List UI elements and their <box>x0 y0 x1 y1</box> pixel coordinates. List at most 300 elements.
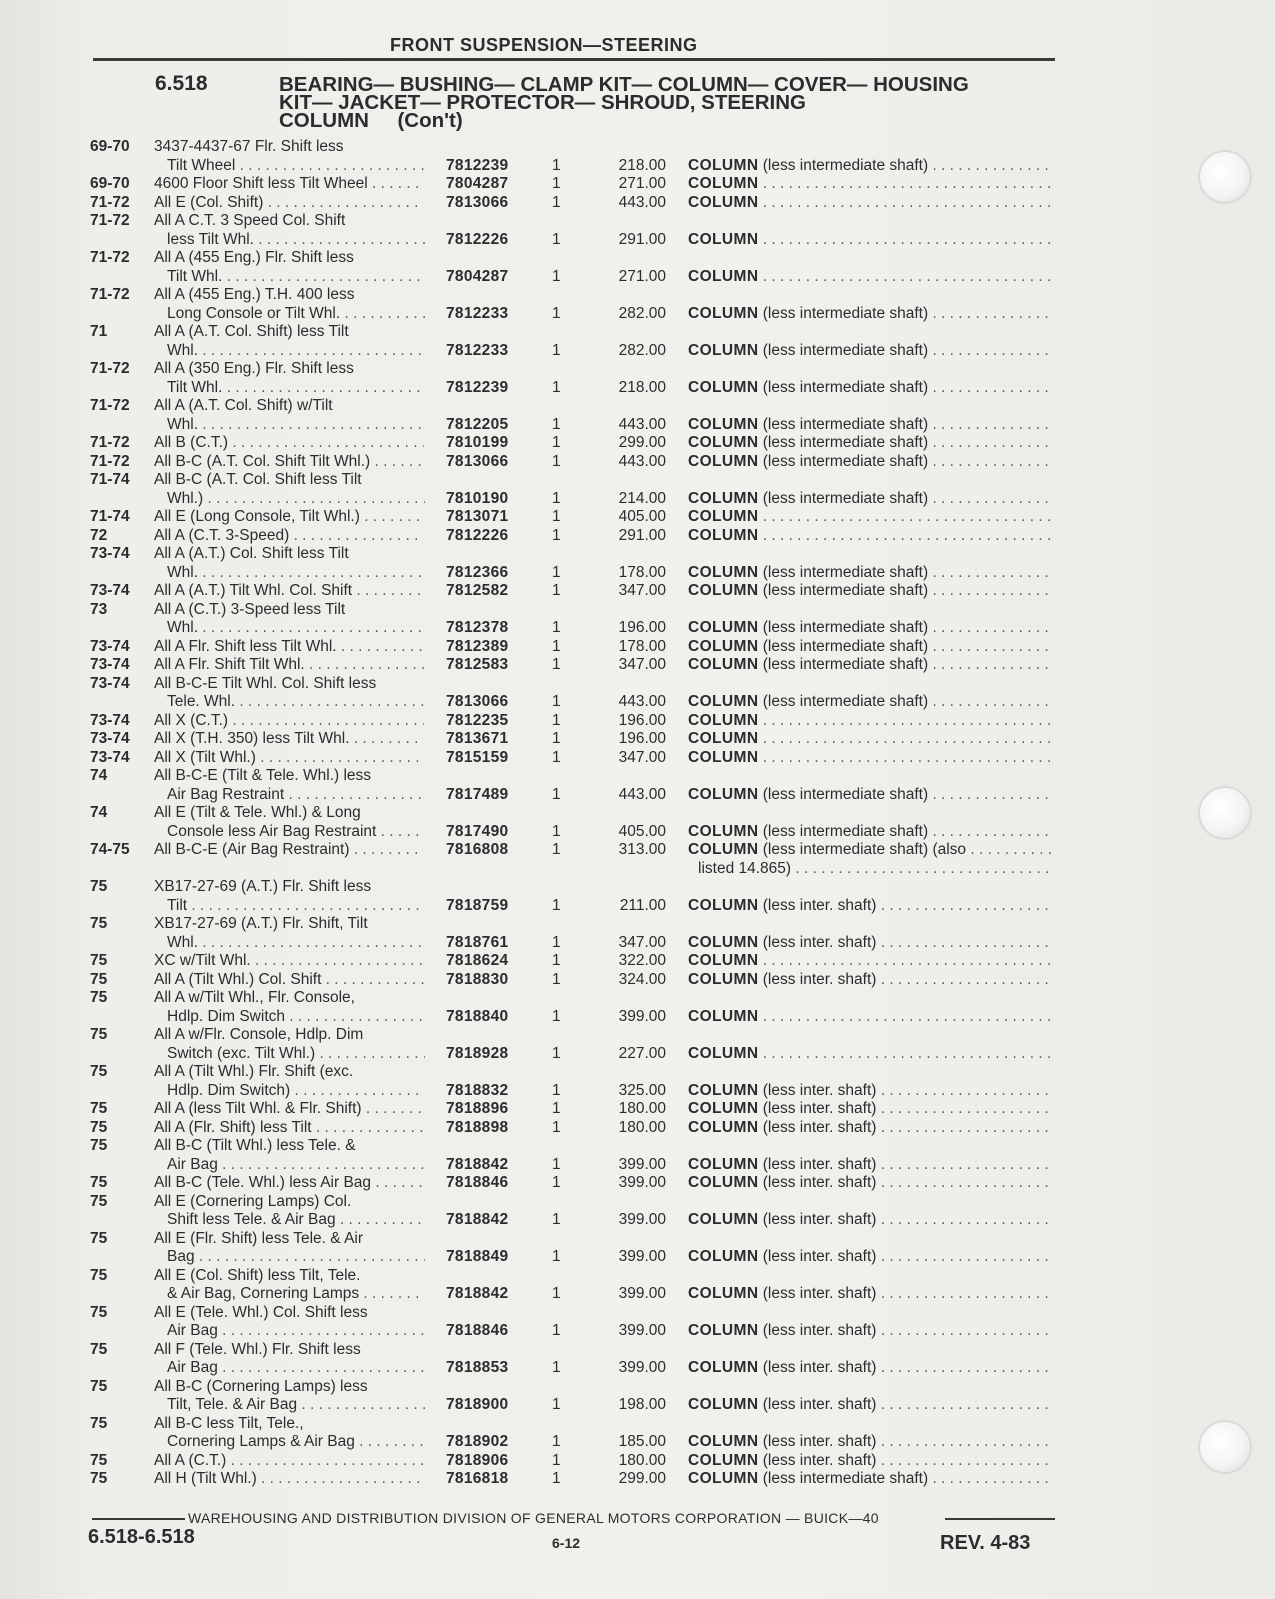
list-item <box>0 175 1275 194</box>
application: Air Bag . . . <box>167 1359 425 1378</box>
description <box>688 1248 1053 1267</box>
list-price: 399.00 <box>618 1155 666 1173</box>
model-years: 75 <box>90 878 108 895</box>
description-detail: (less inter. shaft) <box>762 1248 877 1265</box>
quantity: 1 <box>552 489 561 507</box>
part-number: 7812205 <box>446 415 509 433</box>
application: 4600 Floor Shift less Tilt Wheel . . . <box>154 175 424 194</box>
application: All A (C.T.) 3-Speed less Tilt <box>154 600 346 618</box>
list-price: 313.00 <box>618 841 666 858</box>
application: Tilt, Tele. & Air Bag . . . <box>167 1396 425 1415</box>
application: Whl.) . . . <box>167 490 425 509</box>
description-keyword: COLUMN <box>688 711 759 729</box>
list-item <box>0 453 1275 472</box>
description-keyword: COLUMN <box>688 434 759 451</box>
application: Whl. . . . <box>167 342 425 361</box>
list-item <box>0 860 1275 879</box>
quantity: 1 <box>552 1359 561 1376</box>
quantity: 1 <box>552 582 561 599</box>
quantity: 1 <box>552 1007 561 1025</box>
list-price: 299.00 <box>618 1470 666 1487</box>
quantity: 1 <box>552 841 561 858</box>
model-years: 73-74 <box>90 748 130 766</box>
list-item <box>0 471 1275 490</box>
quantity: 1 <box>552 434 561 451</box>
list-item <box>0 1137 1275 1156</box>
model-years: 75 <box>90 989 108 1006</box>
model-years: 71-72 <box>90 434 130 451</box>
description-keyword: COLUMN <box>688 1044 759 1062</box>
list-item <box>0 416 1275 435</box>
description <box>698 860 1053 879</box>
description-detail: (less inter. shaft) <box>762 1322 877 1339</box>
part-number: 7810199 <box>446 434 509 451</box>
model-years: 75 <box>90 1303 108 1321</box>
model-years: 71-72 <box>90 193 130 211</box>
description-keyword: COLUMN <box>688 1433 759 1450</box>
section-title-line: KIT— JACKET— PROTECTOR— SHROUD, STEERING <box>279 91 806 114</box>
list-price: 196.00 <box>618 619 666 636</box>
description <box>688 1174 1053 1193</box>
model-years: 75 <box>90 970 108 988</box>
description <box>688 638 1053 657</box>
list-item <box>0 989 1275 1008</box>
list-price: 180.00 <box>618 1118 666 1136</box>
application: All A (C.T.) . . . <box>154 1452 424 1471</box>
description-keyword: COLUMN <box>688 1100 759 1117</box>
list-item <box>0 1378 1275 1397</box>
application: All A (A.T.) Col. Shift less Tilt <box>154 545 349 562</box>
description-detail: (less intermediate shaft) <box>762 563 929 581</box>
model-years: 74 <box>90 767 108 784</box>
list-item <box>0 1211 1275 1230</box>
description-keyword: COLUMN <box>688 526 759 544</box>
application: All A (C.T. 3-Speed) . . . <box>154 527 424 546</box>
list-price: 325.00 <box>618 1081 666 1099</box>
list-price: 322.00 <box>618 952 666 969</box>
application: Air Bag . . . <box>167 1322 425 1341</box>
description <box>688 564 1053 583</box>
list-item <box>0 675 1275 694</box>
quantity: 1 <box>552 175 561 192</box>
application: XB17-27-69 (A.T.) Flr. Shift, Tilt <box>154 915 368 932</box>
list-item <box>0 1359 1275 1378</box>
list-item <box>0 693 1275 712</box>
quantity: 1 <box>552 1433 561 1450</box>
list-item <box>0 897 1275 916</box>
list-price: 282.00 <box>618 304 666 322</box>
part-number: 7818842 <box>446 1211 509 1228</box>
list-item <box>0 397 1275 416</box>
description-detail: (less intermediate shaft) <box>762 489 929 507</box>
list-item <box>0 527 1275 546</box>
application: All A (A.T. Col. Shift) less Tilt <box>154 323 349 340</box>
section-title-line-text: COLUMN <box>279 109 369 132</box>
description-detail: (less inter. shaft) <box>762 1359 877 1376</box>
list-price: 180.00 <box>618 1451 666 1469</box>
application: All X (T.H. 350) less Tilt Whl. . . . <box>154 730 424 749</box>
model-years: 72 <box>90 526 108 544</box>
header-rule <box>93 58 1055 61</box>
running-header: FRONT SUSPENSION—STEERING <box>390 35 698 55</box>
quantity: 1 <box>552 896 561 914</box>
list-price: 347.00 <box>618 656 666 673</box>
application: All A (455 Eng.) Flr. Shift less <box>154 249 354 266</box>
description <box>688 1396 1053 1415</box>
part-number: 7804287 <box>446 175 509 192</box>
application: Whl. . . . <box>167 619 425 638</box>
section-title-line <box>279 109 1079 132</box>
application: All B-C-E (Tilt & Tele. Whl.) less <box>154 767 372 784</box>
application: Air Bag Restraint . . . <box>167 786 425 805</box>
description <box>688 712 1053 731</box>
description <box>688 379 1053 398</box>
part-number: 7812226 <box>446 230 509 248</box>
description-keyword: COLUMN <box>688 1470 759 1487</box>
quantity: 1 <box>552 267 561 285</box>
model-years: 71-72 <box>90 397 130 414</box>
description-keyword: COLUMN <box>688 1248 759 1265</box>
list-price: 405.00 <box>618 822 666 840</box>
description <box>688 619 1053 638</box>
application: Tele. Whl. . . . <box>167 693 425 712</box>
description-keyword: COLUMN <box>688 748 759 766</box>
list-item <box>0 194 1275 213</box>
model-years: 71-72 <box>90 212 130 229</box>
list-item <box>0 1322 1275 1341</box>
description <box>688 268 1053 287</box>
model-years: 73-74 <box>90 637 130 655</box>
description <box>688 157 1053 176</box>
description <box>688 934 1053 953</box>
part-number: 7818900 <box>446 1396 509 1413</box>
list-item <box>0 841 1275 860</box>
application: Switch (exc. Tilt Whl.) . . . <box>167 1045 425 1064</box>
description-detail: (less intermediate shaft) <box>762 1470 929 1487</box>
model-years: 75 <box>90 1063 108 1080</box>
description-detail: (less intermediate shaft) <box>762 415 929 433</box>
quantity: 1 <box>552 1044 561 1062</box>
application: Tilt Whl. . . . <box>167 268 425 287</box>
model-years: 75 <box>90 1266 108 1284</box>
description-keyword: COLUMN <box>688 1007 759 1025</box>
list-item <box>0 1193 1275 1212</box>
quantity: 1 <box>552 415 561 433</box>
part-number: 7818842 <box>446 1155 509 1173</box>
list-price: 324.00 <box>618 970 666 988</box>
list-item <box>0 1100 1275 1119</box>
description-keyword: COLUMN <box>688 841 759 858</box>
list-item <box>0 564 1275 583</box>
part-number: 7818846 <box>446 1174 509 1191</box>
description-detail: (less intermediate shaft) (also <box>762 841 967 858</box>
application: All A Flr. Shift Tilt Whl. . . . <box>154 656 424 675</box>
model-years: 69-70 <box>90 138 130 155</box>
model-years: 75 <box>90 1026 108 1043</box>
application: All A (Flr. Shift) less Tilt . . . <box>154 1119 424 1138</box>
description-detail: (less inter. shaft) <box>762 1118 877 1136</box>
part-number: 7812239 <box>446 156 509 174</box>
application: All A (A.T. Col. Shift) w/Tilt <box>154 397 333 414</box>
application: Tilt . . . <box>167 897 425 916</box>
list-item <box>0 508 1275 527</box>
footer-rule-right <box>945 1518 1055 1520</box>
description-detail: (less inter. shaft) <box>762 1081 877 1099</box>
application: All E (Col. Shift) less Tilt, Tele. <box>154 1266 361 1284</box>
list-price: 443.00 <box>618 452 666 470</box>
part-number: 7812366 <box>446 563 509 581</box>
description-detail: (less inter. shaft) <box>762 1155 877 1173</box>
list-item <box>0 1045 1275 1064</box>
description-detail: (less inter. shaft) <box>762 1211 877 1228</box>
section-title <box>279 73 1079 132</box>
list-item <box>0 1304 1275 1323</box>
part-number: 7815159 <box>446 748 509 766</box>
description-detail: (less intermediate shaft) <box>762 378 929 396</box>
description-detail: (less inter. shaft) <box>762 1100 877 1117</box>
description-detail: (less intermediate shaft) <box>762 637 929 655</box>
list-price: 347.00 <box>618 582 666 599</box>
list-item <box>0 249 1275 268</box>
quantity: 1 <box>552 304 561 322</box>
description-keyword: COLUMN <box>688 785 759 803</box>
list-price: 405.00 <box>618 508 666 525</box>
list-item <box>0 1452 1275 1471</box>
description <box>688 841 1053 860</box>
list-item <box>0 749 1275 768</box>
quantity: 1 <box>552 563 561 581</box>
application: Hdlp. Dim Switch . . . <box>167 1008 425 1027</box>
part-number: 7818761 <box>446 933 509 951</box>
description <box>688 1285 1053 1304</box>
part-number: 7818840 <box>446 1007 509 1025</box>
model-years: 71-74 <box>90 471 130 488</box>
list-item <box>0 1156 1275 1175</box>
section-title-line: BEARING— BUSHING— CLAMP KIT— COLUMN— COVER— HOUSING <box>279 73 969 96</box>
list-item <box>0 1230 1275 1249</box>
list-price: 185.00 <box>618 1433 666 1450</box>
list-item <box>0 971 1275 990</box>
list-item <box>0 712 1275 731</box>
list-item <box>0 545 1275 564</box>
quantity: 1 <box>552 822 561 840</box>
application: All A w/Tilt Whl., Flr. Console, <box>154 989 355 1006</box>
part-number: 7812233 <box>446 304 509 322</box>
quantity: 1 <box>552 230 561 248</box>
description-detail: (less inter. shaft) <box>762 896 877 914</box>
model-years: 75 <box>90 915 108 932</box>
model-years: 75 <box>90 1118 108 1136</box>
list-item <box>0 878 1275 897</box>
description-keyword: COLUMN <box>688 489 759 507</box>
description <box>688 231 1053 250</box>
quantity: 1 <box>552 693 561 710</box>
list-item <box>0 1341 1275 1360</box>
list-item <box>0 157 1275 176</box>
quantity: 1 <box>552 341 561 359</box>
quantity: 1 <box>552 1451 561 1469</box>
part-number: 7816808 <box>446 841 509 858</box>
description <box>688 305 1053 324</box>
application: All X (C.T.) . . . <box>154 712 424 731</box>
description-keyword: COLUMN <box>688 1118 759 1136</box>
list-price: 399.00 <box>618 1211 666 1228</box>
description-keyword: COLUMN <box>688 1081 759 1099</box>
application: XC w/Tilt Whl. . . . <box>154 952 424 971</box>
quantity: 1 <box>552 156 561 174</box>
part-number: 7817489 <box>446 785 509 803</box>
description-keyword: COLUMN <box>688 1396 759 1413</box>
list-price: 198.00 <box>618 1396 666 1413</box>
description-keyword: COLUMN <box>688 1211 759 1228</box>
model-years: 73-74 <box>90 674 130 692</box>
application: All E (Tele. Whl.) Col. Shift less <box>154 1303 368 1321</box>
quantity: 1 <box>552 619 561 636</box>
application: Tilt Wheel . . . <box>167 157 425 176</box>
description-keyword: COLUMN <box>688 1155 759 1173</box>
description-keyword: COLUMN <box>688 933 759 951</box>
model-years: 73-74 <box>90 545 130 562</box>
description-keyword: COLUMN <box>688 508 759 525</box>
application: XB17-27-69 (A.T.) Flr. Shift less <box>154 878 372 895</box>
application: All B-C less Tilt, Tele., <box>154 1414 304 1432</box>
list-price: 347.00 <box>618 748 666 766</box>
list-item <box>0 1026 1275 1045</box>
application: All E (Cornering Lamps) Col. <box>154 1192 352 1210</box>
model-years: 73 <box>90 600 108 618</box>
application: All E (Tilt & Tele. Whl.) & Long <box>154 804 361 821</box>
list-price: 399.00 <box>618 1174 666 1191</box>
application: All B-C-E Tilt Whl. Col. Shift less <box>154 674 377 692</box>
description-keyword: COLUMN <box>688 619 759 636</box>
part-number: 7818902 <box>446 1433 509 1450</box>
application: & Air Bag, Cornering Lamps . . . <box>167 1285 425 1304</box>
quantity: 1 <box>552 1322 561 1339</box>
list-item <box>0 601 1275 620</box>
application: Whl. . . . <box>167 934 425 953</box>
part-number: 7813071 <box>446 508 509 525</box>
part-number: 7812582 <box>446 582 509 599</box>
quantity: 1 <box>552 1118 561 1136</box>
description <box>688 1211 1053 1230</box>
application: All A C.T. 3 Speed Col. Shift <box>154 212 346 229</box>
part-number: 7813066 <box>446 693 509 710</box>
quantity: 1 <box>552 378 561 396</box>
model-years: 75 <box>90 1229 108 1247</box>
list-item <box>0 1119 1275 1138</box>
list-item <box>0 212 1275 231</box>
list-item <box>0 379 1275 398</box>
description <box>688 1452 1053 1471</box>
quantity: 1 <box>552 748 561 766</box>
list-item <box>0 286 1275 305</box>
part-number: 7818624 <box>446 952 509 969</box>
model-years: 75 <box>90 1192 108 1210</box>
description-keyword: COLUMN <box>688 175 759 192</box>
description-keyword: COLUMN <box>688 267 759 285</box>
description <box>688 1433 1053 1452</box>
list-price: 443.00 <box>618 415 666 433</box>
quantity: 1 <box>552 1211 561 1228</box>
list-price: 180.00 <box>618 1100 666 1117</box>
part-number: 7818830 <box>446 970 509 988</box>
description-keyword: COLUMN <box>688 1322 759 1339</box>
list-item <box>0 582 1275 601</box>
application: All E (Col. Shift) . . . <box>154 194 424 213</box>
list-price: 443.00 <box>618 785 666 803</box>
part-number: 7818928 <box>446 1044 509 1062</box>
model-years: 75 <box>90 1451 108 1469</box>
description <box>688 582 1053 601</box>
part-number: 7818906 <box>446 1451 509 1469</box>
description-detail: (less inter. shaft) <box>762 1396 877 1413</box>
part-number: 7813066 <box>446 193 509 211</box>
description <box>688 749 1053 768</box>
list-item <box>0 767 1275 786</box>
list-price: 399.00 <box>618 1007 666 1025</box>
list-price: 399.00 <box>618 1285 666 1302</box>
description-keyword: COLUMN <box>688 582 759 599</box>
application: Hdlp. Dim Switch) . . . <box>167 1082 425 1101</box>
description-keyword: COLUMN <box>688 952 759 969</box>
part-number: 7812389 <box>446 637 509 655</box>
list-price: 178.00 <box>618 563 666 581</box>
description-keyword: COLUMN <box>688 378 759 396</box>
application: Console less Air Bag Restraint . . . <box>167 823 425 842</box>
application: All B-C (Tilt Whl.) less Tele. & <box>154 1137 356 1154</box>
footer-division-line: WAREHOUSING AND DISTRIBUTION DIVISION OF GENERAL MOTORS CORPORATION — BUICK—40 <box>188 1510 879 1526</box>
list-item <box>0 952 1275 971</box>
footer-page-number: 6-12 <box>552 1535 581 1551</box>
part-number: 7812235 <box>446 711 509 729</box>
description <box>688 1100 1053 1119</box>
list-price: 178.00 <box>618 637 666 655</box>
part-number: 7810190 <box>446 489 509 507</box>
description-detail: (less intermediate shaft) <box>762 341 929 359</box>
description-detail: (less intermediate shaft) <box>762 693 929 710</box>
quantity: 1 <box>552 193 561 211</box>
model-years: 71-72 <box>90 360 130 377</box>
list-price: 399.00 <box>618 1359 666 1376</box>
application: All E (Long Console, Tilt Whl.) . . . <box>154 508 424 527</box>
quantity: 1 <box>552 656 561 673</box>
model-years: 75 <box>90 1470 108 1487</box>
model-years: 71-72 <box>90 286 130 303</box>
model-years: 73-74 <box>90 656 130 673</box>
list-item <box>0 823 1275 842</box>
description <box>688 1119 1053 1138</box>
description-detail: (less intermediate shaft) <box>762 619 929 636</box>
description <box>688 453 1053 472</box>
application: Whl. . . . <box>167 564 425 583</box>
model-years: 73-74 <box>90 730 130 747</box>
list-item <box>0 804 1275 823</box>
part-number: 7812226 <box>446 526 509 544</box>
quantity: 1 <box>552 1174 561 1191</box>
list-item <box>0 1008 1275 1027</box>
application: All A (455 Eng.) T.H. 400 less <box>154 286 355 303</box>
part-number: 7818849 <box>446 1248 509 1265</box>
part-number: 7818759 <box>446 896 509 914</box>
description-keyword: COLUMN <box>688 415 759 433</box>
model-years: 75 <box>90 952 108 969</box>
section-number: 6.518 <box>155 72 208 95</box>
quantity: 1 <box>552 1081 561 1099</box>
model-years: 75 <box>90 1340 108 1358</box>
quantity: 1 <box>552 952 561 969</box>
list-item <box>0 1285 1275 1304</box>
part-number: 7817490 <box>446 822 509 840</box>
